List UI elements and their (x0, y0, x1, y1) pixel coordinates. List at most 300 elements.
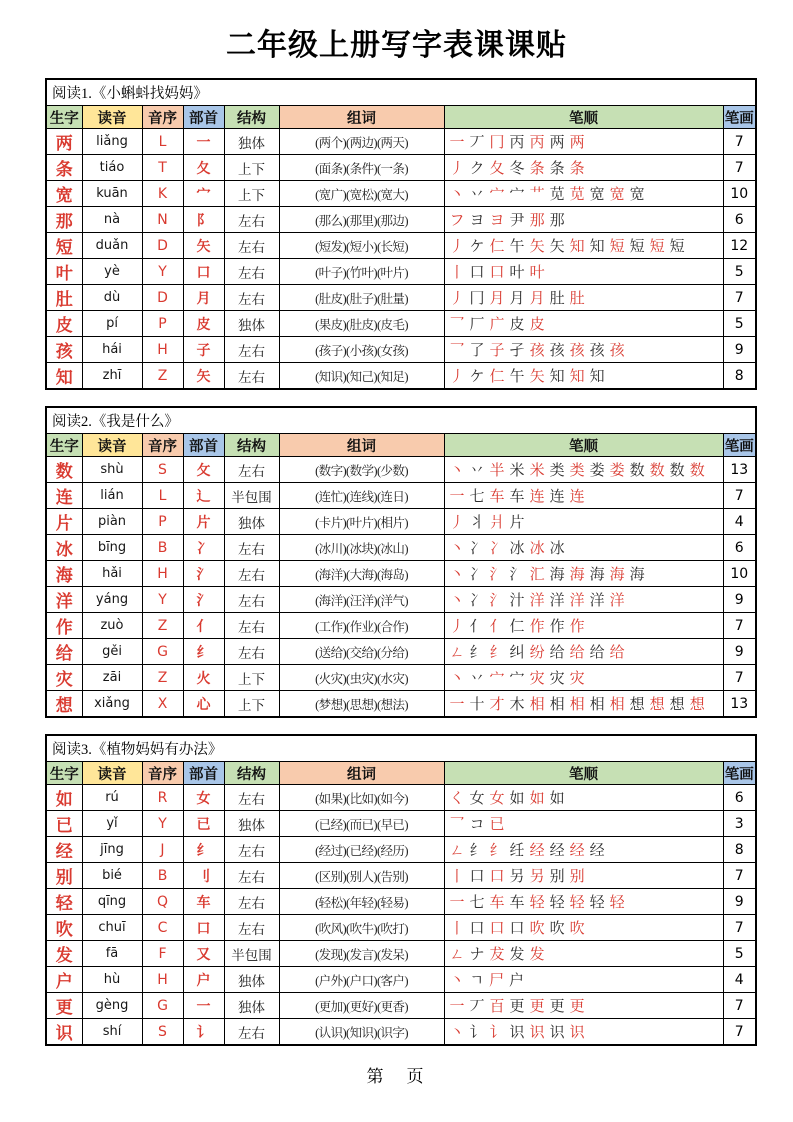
stroke-step: 孑 (509, 343, 525, 359)
structure-cell: 左右 (224, 915, 279, 941)
stroke-order-cell (444, 561, 723, 587)
reading-table-2 (45, 406, 757, 718)
stroke-step: 口 (509, 921, 525, 937)
char-cell: 海 (46, 561, 82, 587)
structure-cell: 左右 (224, 587, 279, 613)
stroke-step: 矢 (529, 369, 545, 385)
radical-cell: 氵 (183, 587, 224, 613)
table-row (46, 509, 756, 535)
stroke-order-cell (444, 941, 723, 967)
stroke-step: 乛 (449, 317, 465, 333)
initial-cell: L (142, 129, 183, 155)
char-cell: 户 (46, 967, 82, 993)
stroke-count-cell: 4 (723, 509, 756, 535)
initial-cell: P (142, 509, 183, 535)
stroke-step: 那 (549, 213, 565, 229)
table-title: 阅读2.《我是什么》 (46, 407, 756, 434)
stroke-step: 米 (529, 463, 545, 479)
stroke-step: 两 (549, 135, 565, 151)
pinyin-cell: bīng (82, 535, 142, 561)
stroke-step: 厂 (469, 317, 485, 333)
char-cell: 给 (46, 639, 82, 665)
stroke-step: 数 (649, 463, 665, 479)
char-cell: 宽 (46, 181, 82, 207)
char-cell: 短 (46, 233, 82, 259)
stroke-step: 识 (569, 1025, 585, 1041)
stroke-step: 一 (449, 895, 465, 911)
reading-table-1 (45, 78, 757, 390)
stroke-step: 知 (549, 369, 565, 385)
radical-cell: 户 (183, 967, 224, 993)
table-title: 阅读3.《植物妈妈有办法》 (46, 735, 756, 762)
stroke-step: 皮 (509, 317, 525, 333)
structure-cell: 左右 (224, 561, 279, 587)
stroke-step: 给 (569, 645, 585, 661)
stroke-count-cell: 6 (723, 207, 756, 233)
initial-cell: H (142, 561, 183, 587)
pinyin-cell: gèng (82, 993, 142, 1019)
table-row (46, 863, 756, 889)
stroke-step: 给 (589, 645, 605, 661)
table-title: 阅读1.《小蝌蚪找妈妈》 (46, 79, 756, 106)
stroke-step: 短 (629, 239, 645, 255)
stroke-order-cell (444, 311, 723, 337)
column-header-char: 生字 (46, 106, 82, 129)
stroke-step: 午 (509, 369, 525, 385)
stroke-step: 宽 (629, 187, 645, 203)
stroke-step: 一 (449, 999, 465, 1015)
stroke-count-cell: 7 (723, 129, 756, 155)
radical-cell: 口 (183, 259, 224, 285)
words-cell: (宽广)(宽松)(宽大) (279, 181, 444, 207)
stroke-step: 给 (549, 645, 565, 661)
stroke-step: 讠 (489, 1025, 505, 1041)
stroke-step: 灾 (529, 671, 545, 687)
radical-cell: 氵 (183, 561, 224, 587)
words-cell: (短发)(短小)(长短) (279, 233, 444, 259)
column-header-structure: 结构 (224, 762, 279, 785)
pinyin-cell: hǎi (82, 561, 142, 587)
page-title: 二年级上册写字表课课贴 (226, 29, 567, 62)
stroke-step: 想 (669, 697, 685, 713)
stroke-step: 经 (549, 843, 565, 859)
char-cell: 条 (46, 155, 82, 181)
header-row (46, 434, 756, 457)
column-header-initial: 音序 (142, 106, 183, 129)
table-row (46, 993, 756, 1019)
words-cell: (海洋)(大海)(海岛) (279, 561, 444, 587)
stroke-step: 户 (509, 973, 525, 989)
stroke-step: 亻 (489, 619, 505, 635)
words-cell: (已经)(而已)(早已) (279, 811, 444, 837)
pinyin-cell: liǎng (82, 129, 142, 155)
stroke-order-cell (444, 785, 723, 811)
stroke-step: 相 (549, 697, 565, 713)
stroke-step: 洋 (549, 593, 565, 609)
table-row (46, 941, 756, 967)
table-row (46, 967, 756, 993)
stroke-step: 识 (529, 1025, 545, 1041)
stroke-count-cell: 13 (723, 457, 756, 483)
stroke-step: 丶 (449, 593, 465, 609)
header-row (46, 762, 756, 785)
table-row (46, 613, 756, 639)
table-row (46, 837, 756, 863)
stroke-order-cell (444, 837, 723, 863)
stroke-step: 轻 (569, 895, 585, 911)
pinyin-cell: shí (82, 1019, 142, 1046)
column-header-stroke-count: 笔画 (723, 106, 756, 129)
words-cell: (数字)(数学)(少数) (279, 457, 444, 483)
stroke-order-cell (444, 993, 723, 1019)
table-row (46, 915, 756, 941)
stroke-step: 灾 (569, 671, 585, 687)
stroke-step: 海 (629, 567, 645, 583)
table-row (46, 639, 756, 665)
column-header-pinyin: 读音 (82, 762, 142, 785)
stroke-step: 了 (469, 343, 485, 359)
stroke-step: 月 (509, 291, 525, 307)
char-cell: 片 (46, 509, 82, 535)
words-cell: (更加)(更好)(更香) (279, 993, 444, 1019)
stroke-count-cell: 8 (723, 363, 756, 390)
stroke-step: 月 (489, 291, 505, 307)
stroke-step: 丆 (469, 999, 485, 1015)
char-cell: 发 (46, 941, 82, 967)
structure-cell: 左右 (224, 363, 279, 390)
structure-cell: 左右 (224, 535, 279, 561)
table-row (46, 1019, 756, 1046)
stroke-count-cell: 12 (723, 233, 756, 259)
stroke-step: 孩 (569, 343, 585, 359)
stroke-step: 更 (549, 999, 565, 1015)
stroke-step: 冫 (469, 593, 485, 609)
table-row (46, 457, 756, 483)
stroke-count-cell: 7 (723, 1019, 756, 1046)
tables-container (0, 78, 793, 1046)
column-header-structure: 结构 (224, 106, 279, 129)
char-cell: 两 (46, 129, 82, 155)
structure-cell: 左右 (224, 1019, 279, 1046)
structure-cell: 左右 (224, 785, 279, 811)
stroke-step: 米 (509, 463, 525, 479)
stroke-order-cell (444, 665, 723, 691)
pinyin-cell: yè (82, 259, 142, 285)
stroke-step: 丶 (449, 1025, 465, 1041)
initial-cell: Z (142, 613, 183, 639)
stroke-step: 宀 (489, 187, 505, 203)
stroke-step: 知 (569, 239, 585, 255)
column-header-radical: 部首 (183, 434, 224, 457)
stroke-step: 相 (589, 697, 605, 713)
stroke-step: ケ (469, 239, 485, 255)
table-row (46, 535, 756, 561)
structure-cell: 左右 (224, 639, 279, 665)
stroke-step: 女 (469, 791, 485, 807)
column-header-initial: 音序 (142, 434, 183, 457)
initial-cell: Z (142, 665, 183, 691)
words-cell: (孩子)(小孩)(女孩) (279, 337, 444, 363)
stroke-step: ㄱ (469, 973, 485, 989)
initial-cell: Z (142, 363, 183, 390)
structure-cell: 半包围 (224, 483, 279, 509)
stroke-count-cell: 9 (723, 889, 756, 915)
radical-cell: 一 (183, 993, 224, 1019)
radical-cell: 又 (183, 941, 224, 967)
stroke-count-cell: 7 (723, 483, 756, 509)
stroke-step: ナ (469, 947, 485, 963)
initial-cell: T (142, 155, 183, 181)
stroke-step: 月 (529, 291, 545, 307)
stroke-step: 车 (509, 895, 525, 911)
initial-cell: L (142, 483, 183, 509)
initial-cell: D (142, 233, 183, 259)
radical-cell: 月 (183, 285, 224, 311)
stroke-order-cell (444, 155, 723, 181)
column-header-radical: 部首 (183, 762, 224, 785)
stroke-step: 条 (529, 161, 545, 177)
pinyin-cell: yáng (82, 587, 142, 613)
pinyin-cell: zhī (82, 363, 142, 390)
stroke-step: 作 (549, 619, 565, 635)
structure-cell: 独体 (224, 967, 279, 993)
column-header-initial: 音序 (142, 762, 183, 785)
pinyin-cell: xiǎng (82, 691, 142, 718)
radical-cell: 阝 (183, 207, 224, 233)
radical-cell: 讠 (183, 1019, 224, 1046)
stroke-step: 肚 (569, 291, 585, 307)
char-cell: 经 (46, 837, 82, 863)
table-row (46, 285, 756, 311)
pinyin-cell: zāi (82, 665, 142, 691)
stroke-order-cell (444, 811, 723, 837)
stroke-step: 短 (609, 239, 625, 255)
stroke-step: 类 (549, 463, 565, 479)
words-cell: (户外)(户口)(客户) (279, 967, 444, 993)
initial-cell: D (142, 285, 183, 311)
radical-cell: 刂 (183, 863, 224, 889)
stroke-step: ケ (469, 369, 485, 385)
stroke-step: 海 (569, 567, 585, 583)
char-cell: 别 (46, 863, 82, 889)
words-cell: (海洋)(汪洋)(洋气) (279, 587, 444, 613)
stroke-step: 连 (529, 489, 545, 505)
column-header-stroke-count: 笔画 (723, 762, 756, 785)
stroke-step: 灾 (549, 671, 565, 687)
table-title-row (46, 735, 756, 762)
stroke-count-cell: 5 (723, 259, 756, 285)
stroke-step: 子 (489, 343, 505, 359)
stroke-step: 丿 (449, 619, 465, 635)
stroke-step: 相 (529, 697, 545, 713)
stroke-step: 丙 (509, 135, 525, 151)
stroke-step: 条 (569, 161, 585, 177)
stroke-step: 类 (569, 463, 585, 479)
table-row (46, 561, 756, 587)
stroke-step: 纟 (469, 645, 485, 661)
pinyin-cell: hù (82, 967, 142, 993)
stroke-step: 氵 (489, 593, 505, 609)
stroke-count-cell: 13 (723, 691, 756, 718)
stroke-order-cell (444, 1019, 723, 1046)
stroke-order-cell (444, 967, 723, 993)
words-cell: (吹风)(吹牛)(吹打) (279, 915, 444, 941)
column-header-char: 生字 (46, 762, 82, 785)
column-header-structure: 结构 (224, 434, 279, 457)
words-cell: (叶子)(竹叶)(叶片) (279, 259, 444, 285)
stroke-step: 仁 (489, 239, 505, 255)
stroke-step: 犮 (489, 947, 505, 963)
structure-cell: 独体 (224, 993, 279, 1019)
stroke-order-cell (444, 691, 723, 718)
structure-cell: 左右 (224, 337, 279, 363)
table-row (46, 811, 756, 837)
stroke-step: く (449, 791, 465, 807)
stroke-step: 知 (589, 239, 605, 255)
structure-cell: 左右 (224, 285, 279, 311)
stroke-count-cell: 7 (723, 613, 756, 639)
stroke-order-cell (444, 483, 723, 509)
pinyin-cell: duǎn (82, 233, 142, 259)
stroke-step: 仁 (509, 619, 525, 635)
table-row (46, 155, 756, 181)
stroke-step: 识 (509, 1025, 525, 1041)
initial-cell: C (142, 915, 183, 941)
stroke-count-cell: 7 (723, 863, 756, 889)
stroke-step: 丨 (449, 869, 465, 885)
structure-cell: 左右 (224, 207, 279, 233)
stroke-step: 识 (549, 1025, 565, 1041)
structure-cell: 独体 (224, 129, 279, 155)
char-cell: 那 (46, 207, 82, 233)
stroke-step: 经 (589, 843, 605, 859)
stroke-step: 才 (489, 697, 505, 713)
pinyin-cell: bié (82, 863, 142, 889)
stroke-step: 氵 (509, 567, 525, 583)
stroke-step: 丶 (449, 463, 465, 479)
table-row (46, 233, 756, 259)
stroke-step: 半 (489, 463, 505, 479)
radical-cell: 已 (183, 811, 224, 837)
stroke-step: 知 (589, 369, 605, 385)
radical-cell: 宀 (183, 181, 224, 207)
radical-cell: 纟 (183, 639, 224, 665)
stroke-step: 另 (529, 869, 545, 885)
stroke-step: 丶 (449, 541, 465, 557)
pinyin-cell: qīng (82, 889, 142, 915)
stroke-step: 纟 (489, 843, 505, 859)
pinyin-cell: chuī (82, 915, 142, 941)
column-header-stroke-order: 笔顺 (444, 762, 723, 785)
radical-cell: 矢 (183, 233, 224, 259)
stroke-step: 丷 (469, 671, 485, 687)
char-cell: 数 (46, 457, 82, 483)
stroke-count-cell: 5 (723, 941, 756, 967)
stroke-step: 如 (529, 791, 545, 807)
stroke-order-cell (444, 587, 723, 613)
stroke-step: 给 (609, 645, 625, 661)
words-cell: (连忙)(连线)(连日) (279, 483, 444, 509)
stroke-step: 皮 (529, 317, 545, 333)
stroke-step: フ (449, 213, 465, 229)
stroke-step: 车 (489, 489, 505, 505)
words-cell: (冰川)(冰块)(冰山) (279, 535, 444, 561)
stroke-step: 片 (509, 515, 525, 531)
stroke-step: 车 (509, 489, 525, 505)
stroke-step: ㄥ (449, 843, 465, 859)
stroke-step: 纠 (509, 645, 525, 661)
stroke-step: ヨ (489, 213, 505, 229)
stroke-step: 作 (569, 619, 585, 635)
stroke-step: 口 (489, 265, 505, 281)
stroke-order-cell (444, 509, 723, 535)
structure-cell: 独体 (224, 811, 279, 837)
stroke-step: 孩 (609, 343, 625, 359)
stroke-step: 丶 (449, 567, 465, 583)
pinyin-cell: lián (82, 483, 142, 509)
radical-cell: 车 (183, 889, 224, 915)
table-row (46, 785, 756, 811)
stroke-step: 口 (489, 921, 505, 937)
stroke-step: 叶 (509, 265, 525, 281)
stroke-count-cell: 8 (723, 837, 756, 863)
initial-cell: J (142, 837, 183, 863)
initial-cell: S (142, 1019, 183, 1046)
stroke-step: 短 (649, 239, 665, 255)
char-cell: 连 (46, 483, 82, 509)
stroke-step: 丿 (449, 369, 465, 385)
stroke-step: 经 (569, 843, 585, 859)
stroke-count-cell: 3 (723, 811, 756, 837)
initial-cell: H (142, 337, 183, 363)
stroke-step: 更 (509, 999, 525, 1015)
pinyin-cell: fā (82, 941, 142, 967)
initial-cell: Y (142, 587, 183, 613)
stroke-step: 宀 (489, 671, 505, 687)
stroke-step: 一 (449, 489, 465, 505)
char-cell: 已 (46, 811, 82, 837)
stroke-step: 连 (569, 489, 585, 505)
pinyin-cell: shù (82, 457, 142, 483)
stroke-count-cell: 6 (723, 785, 756, 811)
stroke-step: 女 (489, 791, 505, 807)
column-header-radical: 部首 (183, 106, 224, 129)
pinyin-cell: zuò (82, 613, 142, 639)
stroke-step: 口 (469, 265, 485, 281)
structure-cell: 左右 (224, 457, 279, 483)
stroke-step: 发 (509, 947, 525, 963)
stroke-step: 孩 (589, 343, 605, 359)
stroke-count-cell: 9 (723, 639, 756, 665)
words-cell: (火灾)(虫灾)(水灾) (279, 665, 444, 691)
stroke-step: 亻 (469, 619, 485, 635)
stroke-step: 海 (549, 567, 565, 583)
radical-cell: 攵 (183, 457, 224, 483)
column-header-stroke-order: 笔顺 (444, 434, 723, 457)
radical-cell: 心 (183, 691, 224, 718)
words-cell: (区别)(别人)(告别) (279, 863, 444, 889)
stroke-step: 纴 (509, 843, 525, 859)
char-cell: 更 (46, 993, 82, 1019)
table-row (46, 889, 756, 915)
table-row (46, 363, 756, 390)
structure-cell: 左右 (224, 889, 279, 915)
stroke-count-cell: 4 (723, 967, 756, 993)
stroke-step: 连 (549, 489, 565, 505)
radical-cell: 纟 (183, 837, 224, 863)
stroke-step: 另 (509, 869, 525, 885)
pinyin-cell: jīng (82, 837, 142, 863)
